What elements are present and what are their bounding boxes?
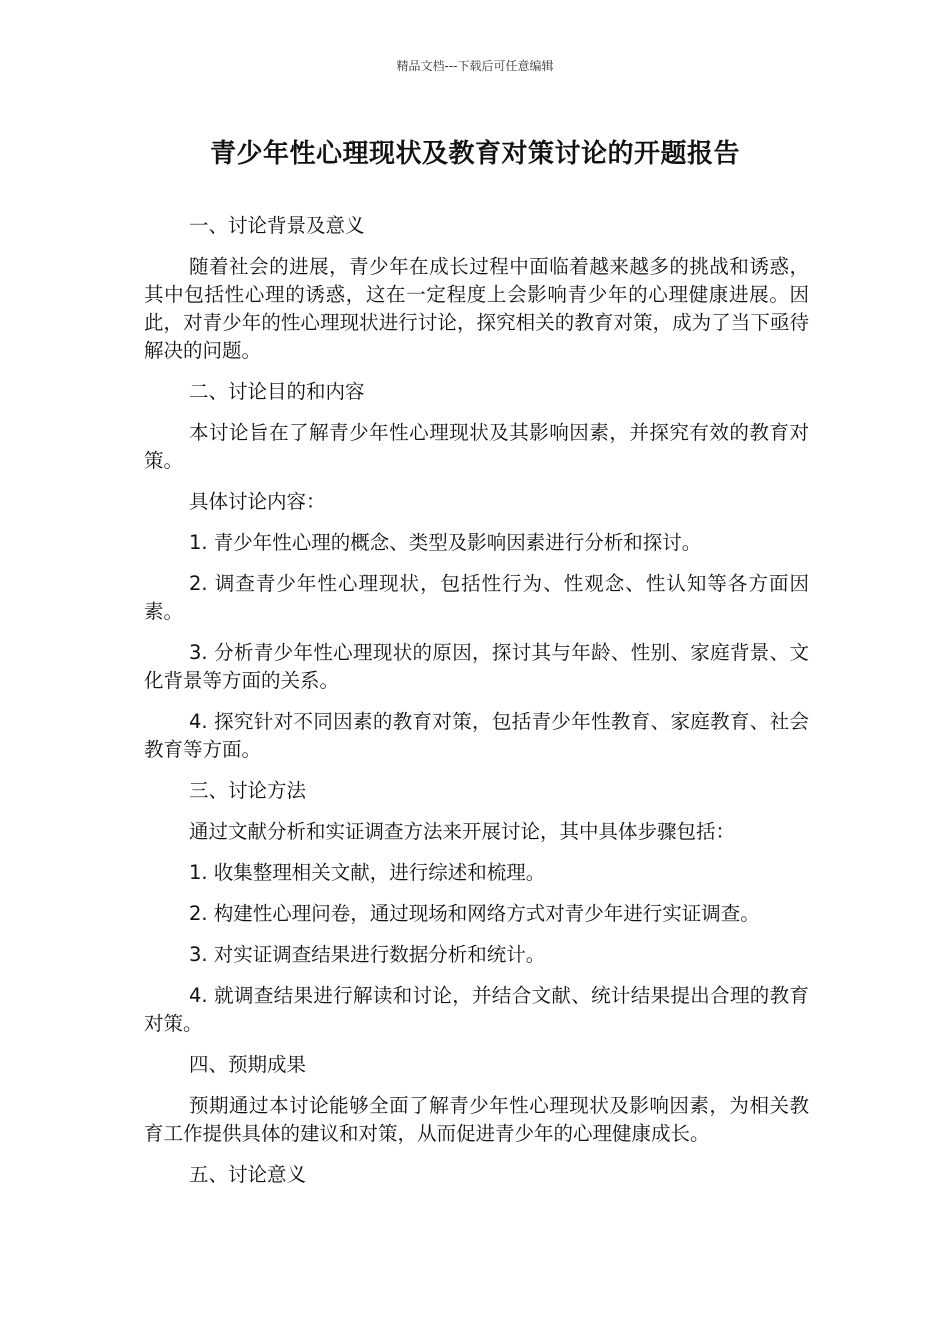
list-item-content-1: 1. 青少年性心理的概念、类型及影响因素进行分析和探讨。: [189, 531, 702, 554]
list-item-method-4: 4. 就调查结果进行解读和讨论，并结合文献、统计结果提出合理的教育对策。: [144, 984, 809, 1035]
section-heading-outcomes: 四、预期成果: [189, 1053, 307, 1076]
list-item-method-2: 2. 构建性心理问卷，通过现场和网络方式对青少年进行实证调查。: [189, 902, 760, 925]
section-heading-purpose: 二、讨论目的和内容: [189, 380, 365, 403]
paragraph-content-intro: 具体讨论内容：: [189, 490, 326, 513]
list-item-content-4: 4. 探究针对不同因素的教育对策，包括青少年性教育、家庭教育、社会教育等方面。: [144, 710, 809, 761]
paragraph-methods-intro: 通过文献分析和实证调查方法来开展讨论，其中具体步骤包括：: [189, 820, 736, 843]
paragraph-outcomes: 预期通过本讨论能够全面了解青少年性心理现状及影响因素，为相关教育工作提供具体的建议和对策，从而促进青少年的心理健康成长。: [144, 1094, 809, 1145]
section-heading-background: 一、讨论背景及意义: [189, 214, 365, 237]
section-heading-significance: 五、讨论意义: [189, 1163, 307, 1186]
header-note: 精品文档---下载后可任意编辑: [396, 59, 554, 73]
list-item-method-1: 1. 收集整理相关文献，进行综述和梳理。: [189, 861, 546, 884]
section-heading-methods: 三、讨论方法: [189, 779, 307, 802]
list-item-method-3: 3. 对实证调查结果进行数据分析和统计。: [189, 943, 546, 966]
paragraph-purpose: 本讨论旨在了解青少年性心理现状及其影响因素，并探究有效的教育对策。: [144, 421, 809, 472]
list-item-content-3: 3. 分析青少年性心理现状的原因，探讨其与年龄、性别、家庭背景、文化背景等方面的关系。: [144, 641, 809, 692]
paragraph-background: 随着社会的进展，青少年在成长过程中面临着越来越多的挑战和诱惑，其中包括性心理的诱惑，这在一定程度上会影响青少年的心理健康进展。因此，对青少年的性心理现状进行讨论，探究相关的教育对策，成为了当下亟待解决的问题。: [144, 255, 809, 362]
document-title: 青少年性心理现状及教育对策讨论的开题报告: [209, 139, 740, 169]
document-body: [144, 212, 809, 1202]
list-item-content-2: 2. 调查青少年性心理现状，包括性行为、性观念、性认知等各方面因素。: [144, 572, 809, 623]
